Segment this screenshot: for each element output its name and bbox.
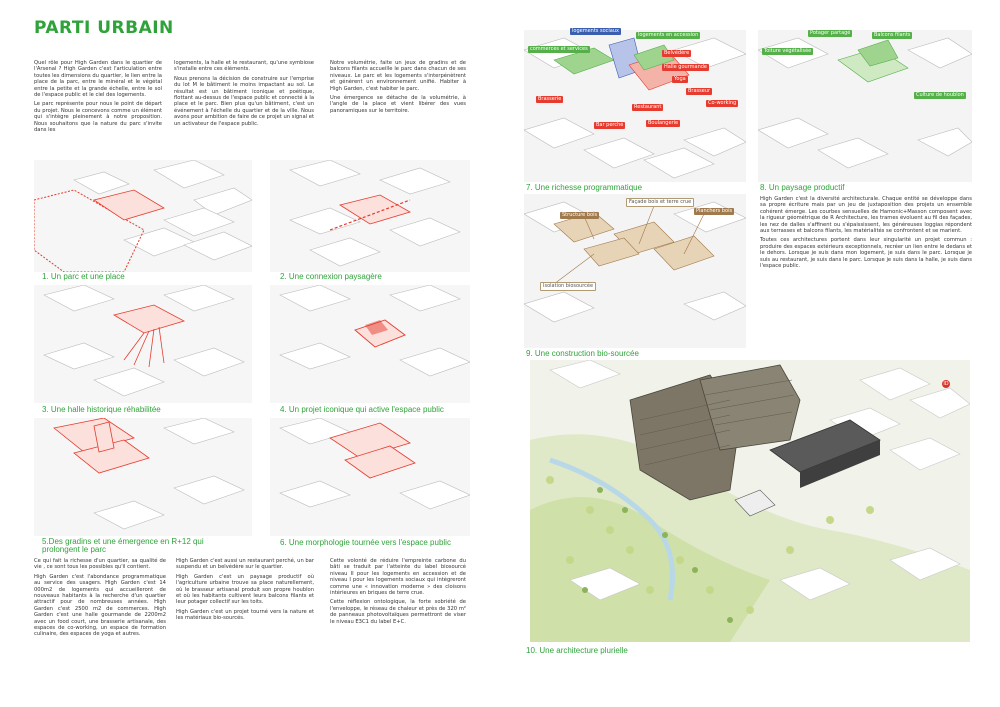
program-label: Co-working [708, 100, 737, 106]
intro-paragraph: Nous prenons la décision de construire sur l'emprise du lot M le bâtiment le moins impactant au sol. Le résultat est un bâtiment iconique et poétique, flottant au-dessus de l'espace public et connecté à la place et le parc. Bien plus qu'un bâtiment, c'est un événement à l'échelle du quartier et de la ville. Nous avons pour ambition de faire de ce projet un signal et un activateur de l'espace public. [174, 75, 314, 127]
diversity-paragraph: Toutes ces architectures portent dans leur singularité un projet commun : produire des espaces extérieurs exceptionnels, recréer un lien entre le dedans et le dehors. Lorsque je suis dans mon logement, je suis dans le parc. Lorsque je suis au restaurant, je suis dans le parc. Lorsque je suis dans la halle, je suis dans l'espace public. [760, 237, 972, 270]
bottom-paragraph: High Garden c'est l'abondance programmatique au service des usagers. High Garden c'est 14 000m2 de logements qui accueilleront de nouveaux habitants à la recherche d'un quartier attractif pour de nombreuses années. High Garden c'est 2500 m2 de commerces. High Garden c'est une halle gourmande de 2200m2 avec un food court, une brasserie artisanale, des espaces de co-working, un espace de formation culinaire, des espaces de yoga et autres. [34, 573, 166, 638]
diagram-3 [34, 285, 252, 403]
diagram-6 [270, 418, 470, 536]
material-label: Isolation biosourcée [540, 282, 596, 291]
bottom-column-3 [330, 558, 466, 628]
program-label: Bar perché [596, 122, 624, 128]
program-label: Boulangerie [648, 120, 679, 126]
aerial-render [530, 360, 970, 642]
diagram-caption: 2. Une connexion paysagère [280, 272, 382, 281]
diagram-2 [270, 160, 470, 272]
map-caption: 7. Une richesse programmatique [526, 183, 643, 192]
diagram-5 [34, 418, 252, 536]
diagram-caption: 1. Un parc et une place [42, 272, 125, 281]
logo: ID [943, 381, 949, 387]
program-label: logements en accession [638, 32, 699, 38]
diagram-caption: 3. Une halle historique réhabilitée [42, 405, 161, 414]
map-caption: 10. Une architecture plurielle [526, 646, 628, 655]
diagram-caption: 6. Une morphologie tournée vers l'espace public [280, 538, 451, 547]
bottom-paragraph: Ce qui fait la richesse d'un quartier, sa qualité de vie , ce sont tous les possibles qu'il contient. [34, 558, 166, 571]
intro-column-1 [34, 60, 162, 136]
intro-column-2 [174, 60, 314, 130]
diagram-4 [270, 285, 470, 403]
program-label: Restaurant [634, 104, 662, 110]
material-label: Structure bois [562, 212, 598, 218]
map-caption: 9. Une construction bio-sourcée [526, 349, 639, 358]
intro-column-3 [330, 60, 466, 117]
program-label: commerces et services [530, 46, 588, 52]
landscape-label: Toiture végétalisée [764, 48, 812, 54]
intro-paragraph: Notre volumétrie, faite un jeux de gradins et de balcons filants accueille le parc dans chacun de ses niveaux. Le parc et les logements s'interpénètrent et génèrent un environnement unifié. Habiter à High Garden, c'est habiter le parc. [330, 60, 466, 92]
map-biosourced [524, 194, 746, 348]
landscape-label: Culture de houblon [916, 92, 964, 98]
program-label: Halle gourmande [664, 64, 707, 70]
program-label: Brasserie [538, 96, 562, 102]
program-label: Brasseur [688, 88, 711, 94]
intro-paragraph: Une émergence se détache de la volumétrie, à l'angle de la place et vient libérer des vues panoramiques sur le territoire. [330, 95, 466, 114]
bottom-paragraph: High Garden c'est un projet tourné vers la nature et les matériaux bio-sourcés. [176, 608, 314, 622]
diagram-caption: 4. Un projet iconique qui active l'espace public [280, 405, 444, 414]
landscape-label: Potager partagé [810, 30, 851, 36]
program-label: Belvédère [664, 50, 690, 56]
diagram-1 [34, 160, 252, 272]
intro-paragraph: logements, la halle et le restaurant, qu'une symbiose s'installe entre ces éléments. [174, 60, 314, 73]
map-caption: 8. Un paysage productif [760, 183, 845, 192]
program-label: Yoga [674, 76, 686, 82]
bottom-paragraph: Cette volonté de réduire l'empreinte carbone du bâti se traduit par l'atteinte du label biosourcé niveau II pour les logements en accession et de niveau I pour les logements sociaux qui intègreront comme une « innovation moderne » des cloisons intérieures en briques de terre crue. [330, 558, 466, 597]
diversity-text [760, 196, 972, 272]
bottom-column-1 [34, 558, 166, 641]
material-label: Façade bois et terre crue [626, 198, 694, 207]
intro-paragraph: Le parc représente pour nous le point de départ du projet. Nous le concevons comme un élément qui s'intègre pleinement à notre proposition. Nous souhaitons que la nature du parc s'invite dans les [34, 101, 162, 134]
page-title: PARTI URBAIN [34, 18, 174, 38]
intro-paragraph: Quel rôle pour High Garden dans le quartier de l'Arsenal ? High Garden c'est l'articulation entre toutes les dimensions du quartier, le lien entre la place de la parc, entre le minéral et le végétal entre la petite et la grande échelle, entre le sol de l'espace public et le ciel des logements. [34, 60, 162, 99]
program-label: logements sociaux [572, 28, 619, 34]
bottom-column-2 [176, 558, 314, 625]
bottom-paragraph: High Garden c'est un paysage productif où l'agriculture urbaine trouve sa place naturellement, où le brasseur artisanal produit son propre houblon et où les habitants cultivent leurs balcons filants et leur potager collectif sur les toits. [176, 573, 314, 606]
diversity-paragraph: High Garden c'est la diversité architecturale. Chaque entité se développe dans sa propre écriture mais par un jeu de juxtaposition des projets un ensemble cohérent émerge. Les courbes sensuelles de Hamonic+Masson composent avec la rigueur géométrique de R Architecture, les trames évoluent au fil des façades, les nez de dalles s'affinent ou s'épaississent, les généreuses loggias répondent aux terrasses et balcons filants, les matérialités se confrontent et se marient. [760, 196, 972, 235]
landscape-label: Balcons filants [874, 32, 911, 38]
bottom-paragraph: Cette réflexion ontologique, la forte sobriété de l'enveloppe, le réseau de chaleur et près de 320 m² de panneaux photovoltaïques permettront de viser le niveau E3C1 du label E+C. [330, 599, 466, 625]
material-label: Planchers bois [696, 208, 733, 214]
bottom-paragraph: High Garden c'est aussi un restaurant perché, un bar suspendu et un belvédère sur le quartier. [176, 558, 314, 571]
diagram-caption: 5.Des gradins et une émergence en R+12 qui prolongent le parc [42, 537, 204, 554]
